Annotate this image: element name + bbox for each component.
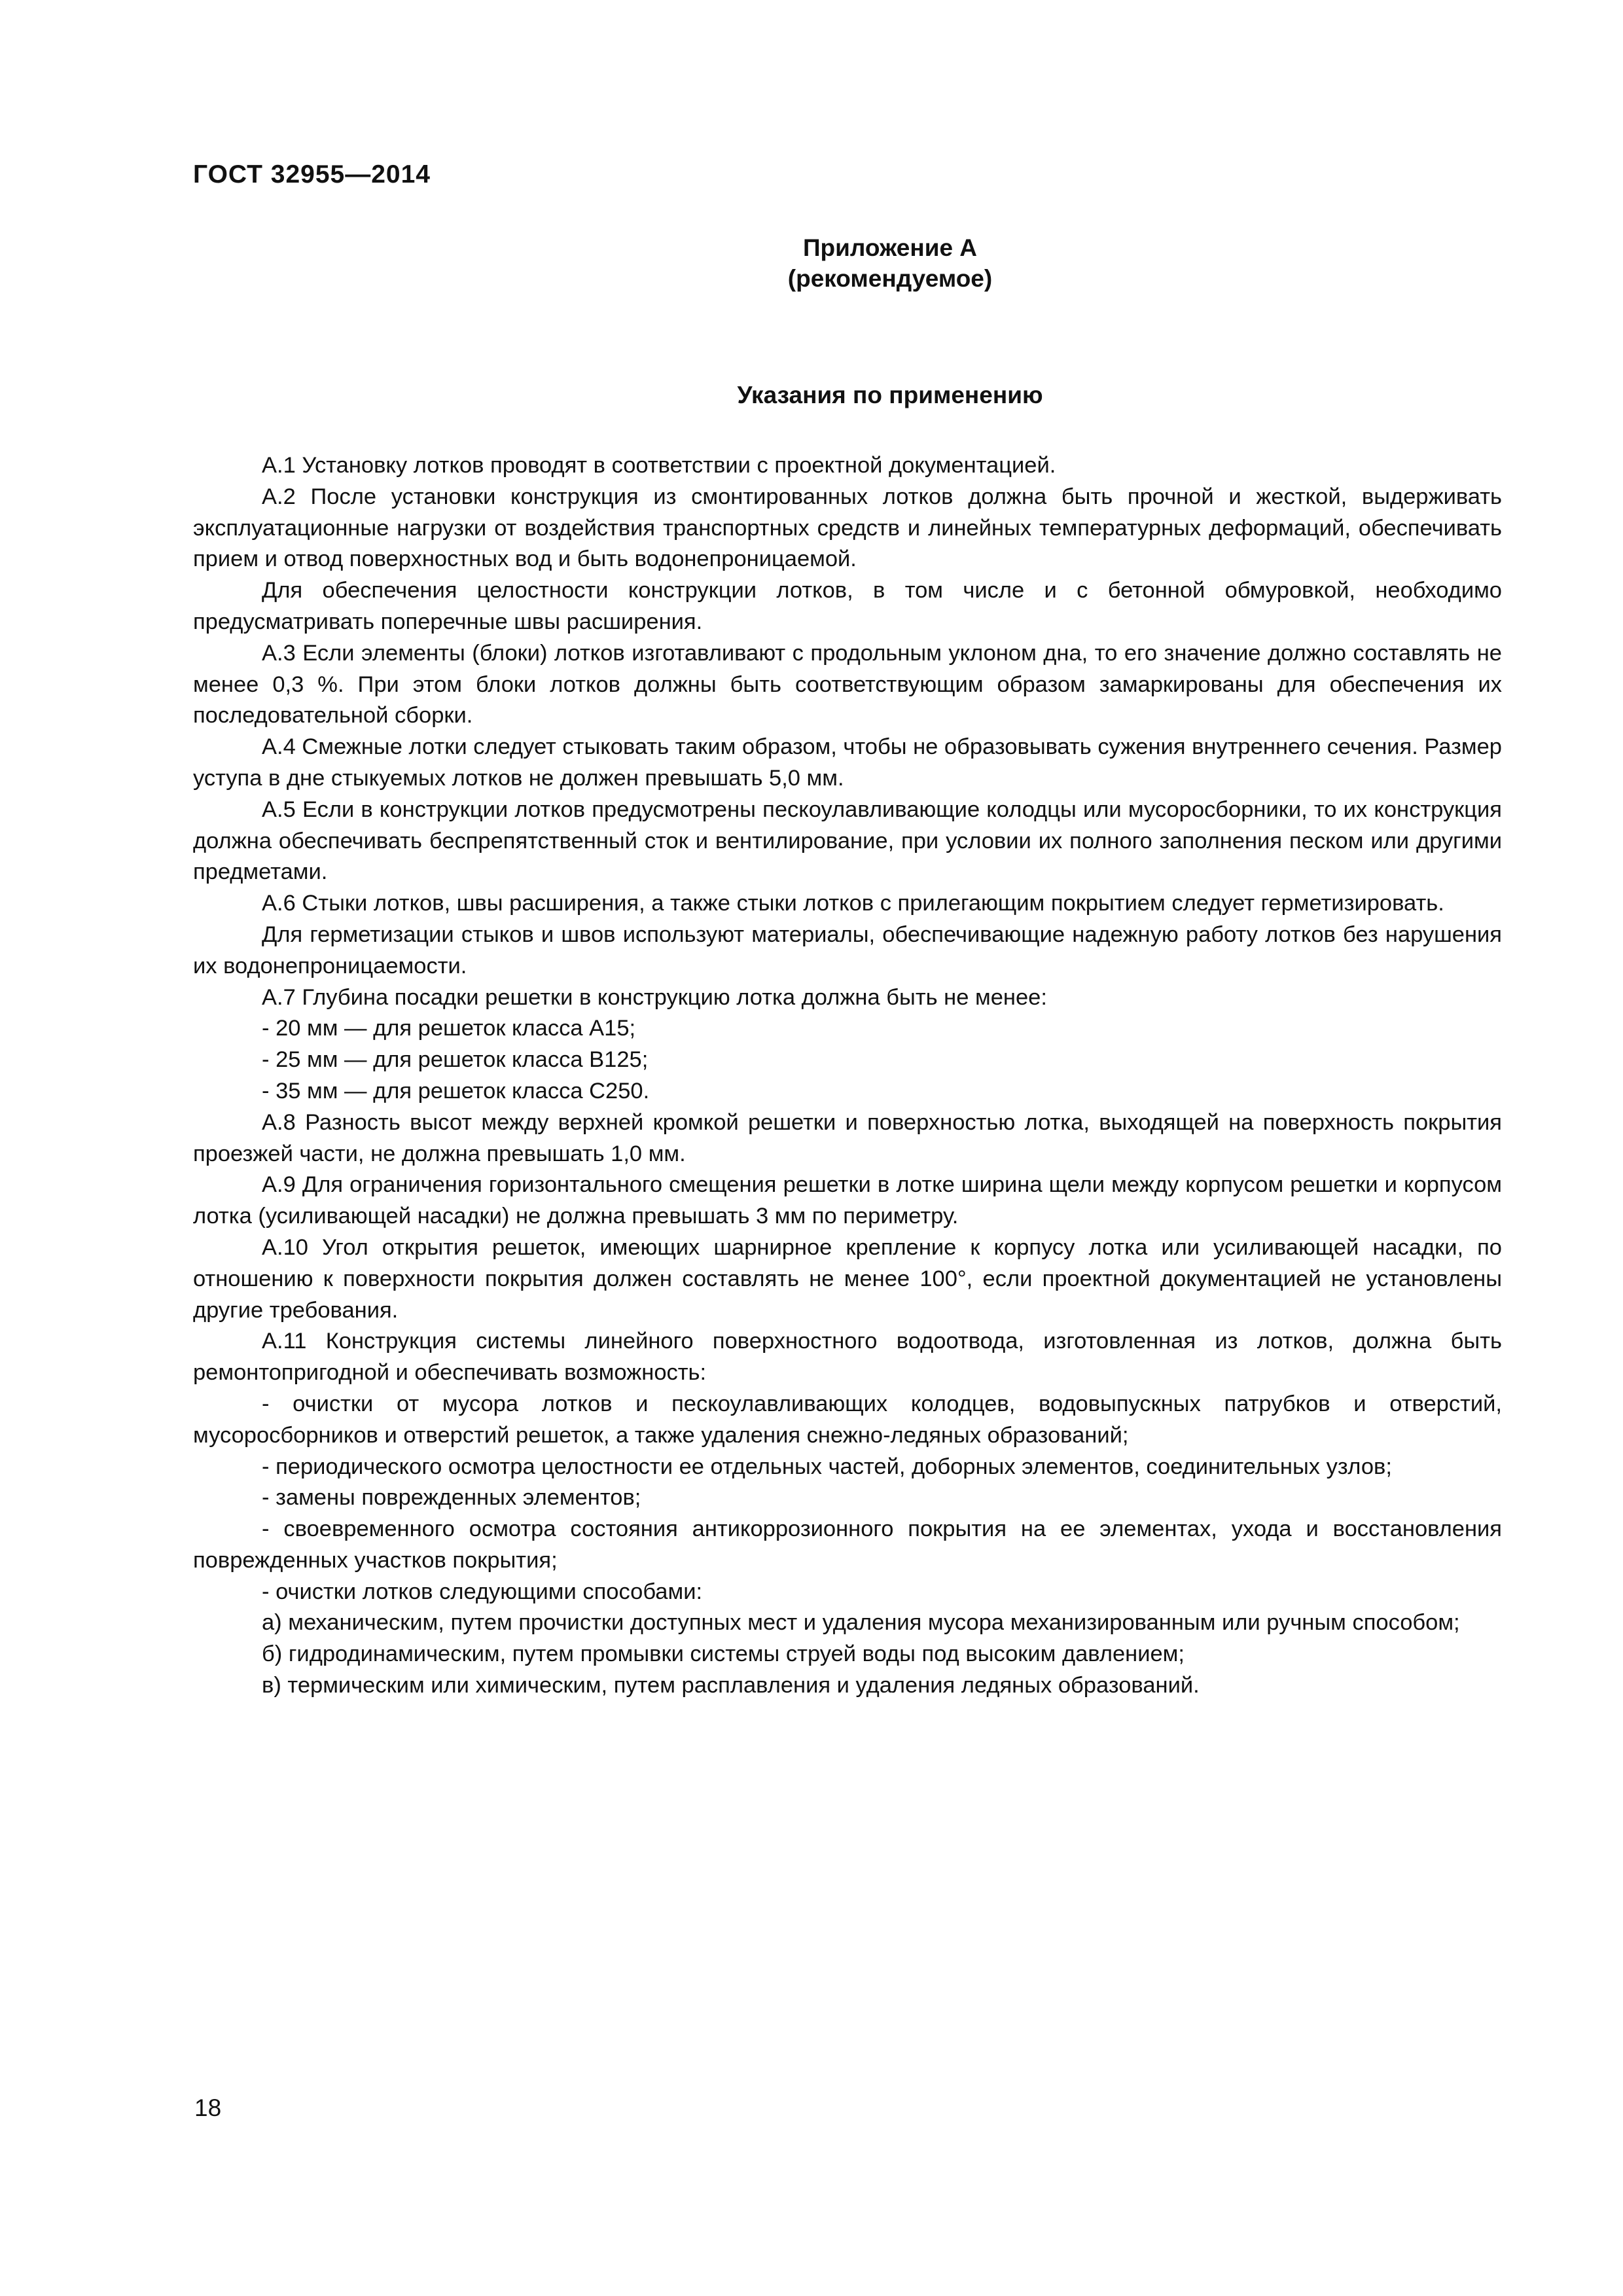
paragraph-a7: А.7 Глубина посадки решетки в конструкцию лотка должна быть не менее: (262, 984, 1047, 1010)
paragraph-a5: А.5 Если в конструкции лотков предусмотрены пескоулавливающие колодцы или мусоросборники, то их конструкция должна обеспечивать беспрепятственный сток и вентилирование, при условии их полного заполнения песком или другими предметами. (193, 797, 1502, 885)
section-title: Указания по применению (737, 382, 1043, 408)
annex-status: (рекомендуемое) (787, 265, 993, 292)
list-item-b125: - 25 мм — для решеток класса В125; (262, 1047, 649, 1073)
list-item-coating: - своевременного осмотра состояния антикоррозионного покрытия на ее элементах, ухода и восстановления поврежденных участков покрытия; (193, 1516, 1502, 1573)
list-item-hydrodynamic: б) гидродинамическим, путем промывки системы струей воды под высоким давлением; (262, 1641, 1185, 1667)
list-item-mechanical: а) механическим, путем прочистки доступных мест и удаления мусора механизированным или ручным способом; (262, 1610, 1460, 1636)
list-item-c250: - 35 мм — для решеток класса С250. (262, 1078, 650, 1103)
paragraph-a6: А.6 Стыки лотков, швы расширения, а также стыки лотков с прилегающим покрытием следует герметизировать. (262, 891, 1444, 916)
paragraph-a8: А.8 Разность высот между верхней кромкой решетки и поверхностью лотка, выходящей на поверхность покрытия проезжей части, не должна превышать 1,0 мм. (193, 1109, 1502, 1166)
list-item-cleaning: - очистки от мусора лотков и пескоулавливающих колодцев, водовыпускных патрубков и отверстий, мусоросборников и отверстий решеток, а также удаления снежно-ледяных образований; (193, 1391, 1502, 1448)
list-item-a15: - 20 мм — для решеток класса А15; (262, 1016, 636, 1041)
page-number: 18 (194, 2094, 222, 2121)
paragraph-a1: А.1 Установку лотков проводят в соответствии с проектной документацией. (262, 453, 1056, 478)
paragraph-a3: А.3 Если элементы (блоки) лотков изготавливают с продольным уклоном дна, то его значение должно составлять не менее 0,3 %. При этом блоки лотков должны быть соответствующим образом замаркированы для обеспечения их последовательной сборки. (193, 640, 1502, 728)
paragraph-a2: А.2 После установки конструкция из смонтированных лотков должна быть прочной и жесткой, выдерживать эксплуатационные нагрузки от воздействия транспортных средств и линейных температурных деформаций, обеспечивать прием и отвод поверхностных вод и быть водонепроницаемой. (193, 484, 1502, 572)
list-item-thermal: в) термическим или химическим, путем расплавления и удаления ледяных образований. (262, 1673, 1200, 1698)
paragraph-a9: А.9 Для ограничения горизонтального смещения решетки в лотке ширина щели между корпусом решетки и корпусом лотка (усиливающей насадки) не должна превышать 3 мм по периметру. (193, 1172, 1502, 1229)
annex-heading (707, 232, 1073, 294)
paragraph-a11: А.11 Конструкция системы линейного поверхностного водоотвода, изготовленная из лотков, должна быть ремонтопригодной и обеспечивать возможность: (193, 1329, 1502, 1386)
list-item-inspection: - периодического осмотра целостности ее отдельных частей, доборных элементов, соединительных узлов; (262, 1454, 1392, 1479)
document-body (193, 450, 1502, 1702)
annex-title: Приложение А (802, 234, 978, 261)
paragraph-a2-expansion-joints: Для обеспечения целостности конструкции лотков, в том числе и с бетонной обмуровкой, необходимо предусматривать поперечные швы расширения. (193, 578, 1502, 634)
paragraph-a10: А.10 Угол открытия решеток, имеющих шарнирное крепление к корпусу лотка или усиливающей насадки, по отношению к поверхности покрытия должен составлять не менее 100°, если проектной документацией не установлены другие требования. (193, 1234, 1502, 1323)
standard-designation: ГОСТ 32955—2014 (193, 160, 431, 188)
paragraph-a4: А.4 Смежные лотки следует стыковать таким образом, чтобы не образовывать сужения внутреннего сечения. Размер уступа в дне стыкуемых лотков не должен превышать 5,0 мм. (193, 734, 1502, 791)
paragraph-a6-sealing: Для герметизации стыков и швов используют материалы, обеспечивающие надежную работу лотков без нарушения их водонепроницаемости. (193, 922, 1502, 978)
list-item-cleaning-methods: - очистки лотков следующими способами: (262, 1579, 703, 1604)
list-item-replacement: - замены поврежденных элементов; (262, 1485, 641, 1511)
